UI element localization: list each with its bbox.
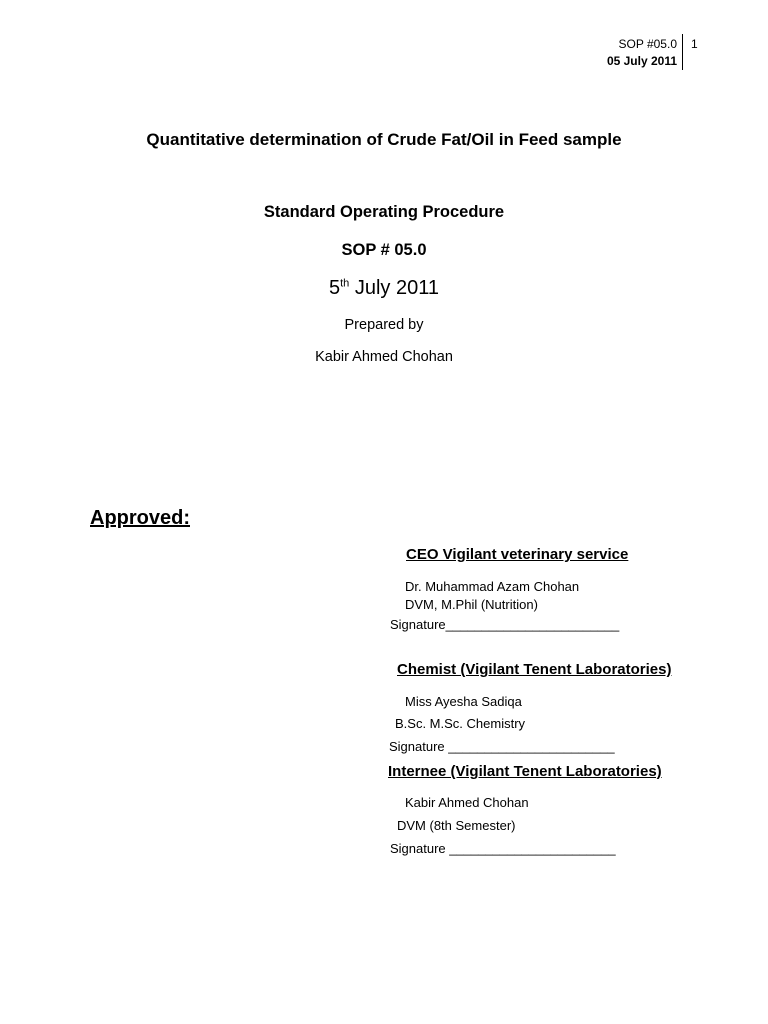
approver-qualification: B.Sc. M.Sc. Chemistry	[395, 716, 526, 731]
document-title: Quantitative determination of Crude Fat/Oil in Feed sample	[146, 130, 622, 149]
document-subtitle: Standard Operating Procedure	[263, 203, 505, 221]
issue-date-day: 5	[328, 277, 341, 299]
approver-role: CEO Vigilant veterinary service	[406, 546, 629, 563]
page-number: 1	[691, 37, 698, 51]
header-divider	[682, 34, 683, 70]
issue-date-suffix: th	[340, 277, 350, 290]
approver-role: Chemist (Vigilant Tenent Laboratories)	[397, 661, 672, 678]
header-date: 05 July 2011	[606, 54, 677, 68]
approved-heading: Approved:	[90, 507, 190, 529]
approver-signature-line: Signature _______________________	[390, 841, 616, 856]
sop-number: SOP # 05.0	[341, 241, 427, 259]
issue-date	[0, 277, 768, 300]
header-sop-code: SOP #05.0	[618, 37, 677, 51]
issue-date-month-year: July 2011	[354, 277, 439, 299]
approver-role: Internee (Vigilant Tenent Laboratories)	[388, 763, 662, 780]
approver-name: Miss Ayesha Sadiqa	[405, 694, 522, 709]
approver-signature-line: Signature _______________________	[389, 739, 615, 754]
approver-signature-line: Signature________________________	[390, 617, 620, 632]
prepared-by-name: Kabir Ahmed Chohan	[315, 349, 453, 365]
approver-qualification: DVM (8th Semester)	[397, 818, 516, 833]
prepared-by-label: Prepared by	[344, 317, 424, 333]
approver-name: Dr. Muhammad Azam Chohan	[405, 579, 580, 594]
approver-qualification: DVM, M.Phil (Nutrition)	[405, 597, 538, 612]
approver-name: Kabir Ahmed Chohan	[405, 795, 529, 810]
